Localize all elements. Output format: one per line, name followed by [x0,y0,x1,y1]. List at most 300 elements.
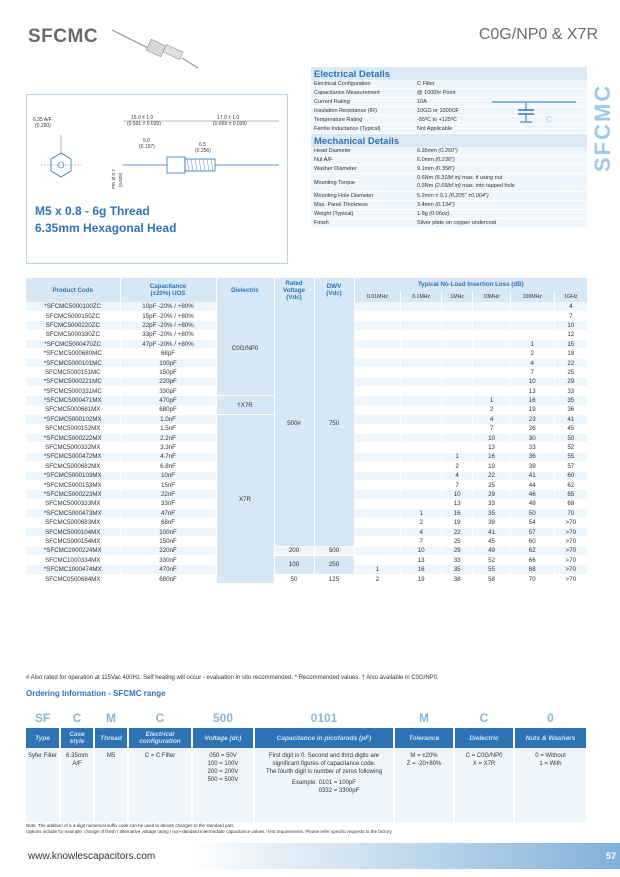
cell-insertion-loss: 25 [473,480,511,489]
cell-product-code: *SFCMC5000470ZC [26,340,120,349]
symbol-label: C [546,115,552,124]
cell-insertion-loss: 4 [473,415,511,424]
cell-insertion-loss [441,368,472,377]
detail-row [311,201,587,210]
cell-insertion-loss [441,443,472,452]
cell-insertion-loss [401,330,442,339]
cell-insertion-loss [354,499,401,508]
cell-product-code: SFCMC5000151MC [26,368,120,377]
dim-af-label: 6.35 A/F [33,117,52,123]
dim3-label: 5.0 [143,138,150,144]
header-frequency: 10MHz [473,291,511,302]
cell-insertion-loss: 39 [473,518,511,527]
cell-insertion-loss: 29 [441,546,472,555]
order-heading: Tolerance [394,728,454,748]
cell-insertion-loss: 54 [510,518,554,527]
cell-insertion-loss [354,527,401,536]
cell-insertion-loss: 35 [441,565,472,574]
order-code: 500 [192,708,254,728]
cell-insertion-loss [354,480,401,489]
cell-capacitance: 47pF -20% / +80% [120,340,216,349]
cell-insertion-loss: 58 [473,574,511,583]
order-thread: M5 [94,748,128,822]
cell-product-code: *SFCMC5000471MX [26,396,120,405]
cell-insertion-loss [401,377,442,386]
cell-insertion-loss: 2 [510,349,554,358]
ordering-table [26,708,588,822]
cell-insertion-loss [354,405,401,414]
cell-insertion-loss [401,396,442,405]
cell-capacitance: 15nF [120,480,216,489]
detail-key: Nut A/F [314,157,333,163]
cell-product-code: SFCMC5000681MX [26,405,120,414]
cell-insertion-loss [354,377,401,386]
cell-insertion-loss: 7 [510,368,554,377]
detail-row [311,192,587,201]
cell-insertion-loss: 62 [554,480,587,489]
table-row [26,302,588,311]
cell-insertion-loss: >70 [554,556,587,565]
cell-product-code: *SFCMC5000100ZC [26,302,120,311]
cell-insertion-loss [354,471,401,480]
detail-key: Finish [314,220,329,226]
cell-insertion-loss: 65 [554,490,587,499]
cell-capacitance: 680nF [120,574,216,583]
cell-insertion-loss: 70 [554,509,587,518]
cell-capacitance: 100nF [120,527,216,536]
cell-capacitance: 330pF [120,387,216,396]
cell-insertion-loss [401,443,442,452]
cell-insertion-loss: 70 [510,574,554,583]
cell-insertion-loss: 12 [554,330,587,339]
cell-insertion-loss [473,377,511,386]
cell-product-code: *SFCMC5000331MC [26,387,120,396]
cell-insertion-loss [441,415,472,424]
note-line-2: Options include for example: change of finish / alternative voltage rating / non-standard intermediate capacitance values / test requirements. Please refer specific requests to the factory. [26,829,393,834]
detail-value: 6.0mm (0.236") [417,157,455,163]
cell-insertion-loss [401,471,442,480]
dim-af-inch: (0.250) [35,123,51,129]
cell-insertion-loss: >70 [554,527,587,536]
cell-dwv: 500 [314,546,354,555]
cell-insertion-loss [354,443,401,452]
cell-insertion-loss: 57 [510,527,554,536]
order-capacitance: First digit is 0. Second and third digits are significant figures of capacitance code. The fourth digit is number of zeros following Example: 0101 = 100pF 0332 = 3300pF [254,748,394,822]
cell-insertion-loss: 10 [401,546,442,555]
header-dielectric: Dielectric [216,278,274,302]
cell-insertion-loss [401,387,442,396]
cell-insertion-loss [473,358,511,367]
cell-product-code: SFCMC5000220ZC [26,321,120,330]
order-code: M [394,708,454,728]
cell-insertion-loss: 22 [473,471,511,480]
cell-insertion-loss [401,490,442,499]
cell-insertion-loss: 13 [441,499,472,508]
cell-capacitance: 22nF [120,490,216,499]
cell-insertion-loss: 16 [510,396,554,405]
cell-insertion-loss [354,349,401,358]
cell-insertion-loss: 2 [354,574,401,583]
order-dielectric: C = C0G/NP0 X = X7R [454,748,514,822]
order-heading: Capacitance in picofarads (pF) [254,728,394,748]
cell-capacitance: 1.0nF [120,415,216,424]
cell-insertion-loss [441,302,472,311]
detail-key: Head Diameter [314,148,351,154]
cell-dielectric: †X7R [216,396,274,415]
dim4-inch: (0.256) [195,148,211,154]
detail-value: @ 1000hr Point [417,90,456,96]
cell-rated-voltage: 500# [274,302,314,546]
cell-insertion-loss: 39 [510,462,554,471]
cell-insertion-loss: 55 [554,452,587,461]
cell-insertion-loss [441,396,472,405]
detail-value: 1.8g (0.06oz) [417,211,450,217]
cell-insertion-loss [354,518,401,527]
cell-insertion-loss [354,415,401,424]
cell-insertion-loss: 50 [510,509,554,518]
order-code: C [454,708,514,728]
cell-insertion-loss: 44 [510,480,554,489]
cell-rated-voltage: 50 [274,574,314,583]
detail-value: 6.35mm (0.250") [417,148,458,154]
cell-insertion-loss [473,330,511,339]
cell-insertion-loss [441,405,472,414]
cell-rated-voltage: 200 [274,546,314,555]
cell-insertion-loss: 19 [441,518,472,527]
cell-insertion-loss: 2 [473,405,511,414]
cell-product-code: *SFCMC5000153MX [26,480,120,489]
header-product-code: Product Code [26,278,120,302]
cell-insertion-loss: 10 [554,321,587,330]
order-tolerance: M = ±20% Z = -20+80% [394,748,454,822]
dim1-inch: (0.591 ± 0.039) [127,121,161,127]
cell-insertion-loss: 10 [510,377,554,386]
cell-product-code: SFCMC5000333MX [26,499,120,508]
order-nuts: 0 = Without 1 = With [514,748,587,822]
order-code: C [128,708,192,728]
header-frequency: 0.01MHz [354,291,401,302]
cell-insertion-loss [401,405,442,414]
cell-product-code: *SFCMC5000103MX [26,471,120,480]
detail-key: Temperature Rating [314,117,363,123]
cell-insertion-loss: 68 [554,499,587,508]
cell-insertion-loss: >70 [554,574,587,583]
cell-product-code: SFCMC5000152MX [26,424,120,433]
cell-product-code: SFCMC5000682MX [26,462,120,471]
detail-value: 10A [417,99,427,105]
cell-insertion-loss: 18 [554,349,587,358]
cell-insertion-loss: 2 [401,518,442,527]
cell-insertion-loss [441,387,472,396]
product-table [26,278,588,584]
order-code: 0 [514,708,587,728]
cell-capacitance: 150pF [120,368,216,377]
cell-insertion-loss: 33 [441,556,472,565]
cell-insertion-loss [441,311,472,320]
cell-insertion-loss: 4 [510,358,554,367]
cell-insertion-loss: 38 [441,574,472,583]
cell-product-code: *SFCMC5000101MC [26,358,120,367]
cell-insertion-loss [354,556,401,565]
detail-key: Current Rating [314,99,350,105]
cell-capacitance: 1.5nF [120,424,216,433]
cell-product-code: *SFCMC5000222MX [26,433,120,442]
order-code: C [60,708,94,728]
cell-insertion-loss [354,537,401,546]
cell-insertion-loss: 25 [441,537,472,546]
cell-product-code: SFCMC5000683MX [26,518,120,527]
cell-capacitance: 100pF [120,358,216,367]
cell-insertion-loss [401,452,442,461]
cell-insertion-loss [401,433,442,442]
header-frequency: 100MHz [510,291,554,302]
cell-capacitance: 68nF [120,518,216,527]
cell-insertion-loss: 46 [510,490,554,499]
cell-insertion-loss: 33 [554,387,587,396]
cell-capacitance: 330nF [120,556,216,565]
order-heading: Thread [94,728,128,748]
cell-insertion-loss: 1 [473,396,511,405]
cell-insertion-loss: 1 [510,340,554,349]
cell-insertion-loss [510,330,554,339]
cell-insertion-loss: 7 [401,537,442,546]
cell-insertion-loss: >70 [554,537,587,546]
cell-insertion-loss: 25 [554,368,587,377]
dimension-drawing [26,94,288,264]
cell-insertion-loss [354,396,401,405]
cell-insertion-loss [401,368,442,377]
dim2-label: 17.0 ± 1.0 [217,115,240,121]
cell-insertion-loss [354,509,401,518]
cell-insertion-loss [473,311,511,320]
cell-insertion-loss: 36 [510,452,554,461]
header-insertion-loss: Typical No-Load Insertion Loss (dB) [354,278,588,291]
cell-insertion-loss [441,424,472,433]
cell-insertion-loss [473,302,511,311]
side-tab-label: SFCMC [590,83,615,172]
cell-capacitance: 15pF -20% / +80% [120,311,216,320]
dim3-inch: (0.197) [139,144,155,150]
cell-product-code: SFCMC5000104MX [26,527,120,536]
cell-insertion-loss: 22 [441,527,472,536]
detail-value: 3.4mm (0.134") [417,202,455,208]
footer-url[interactable]: www.knowlescapacitors.com [28,851,156,862]
cell-insertion-loss: 13 [510,387,554,396]
cell-insertion-loss [401,302,442,311]
cell-insertion-loss [354,358,401,367]
cell-insertion-loss [354,340,401,349]
cell-capacitance: 10nF [120,471,216,480]
cell-insertion-loss [441,358,472,367]
dim4-label: 6.5 [199,142,206,148]
table-row [26,546,588,555]
cell-insertion-loss [473,340,511,349]
side-tab [586,64,616,174]
order-case: 6.35mm A/F [60,748,94,822]
cell-capacitance: 33nF [120,499,216,508]
cell-dwv: 750 [314,302,354,546]
cell-capacitance: 470pF [120,396,216,405]
cell-insertion-loss: 52 [473,556,511,565]
cell-insertion-loss: 10 [441,490,472,499]
detail-key: Mounting Torque [314,180,355,186]
cell-capacitance: 4.7nF [120,452,216,461]
cell-insertion-loss: 1 [401,509,442,518]
cell-product-code: SFCMC5000330ZC [26,330,120,339]
page-footer [0,843,620,869]
cell-capacitance: 10pF -20% / +80% [120,302,216,311]
cell-capacitance: 47nF [120,509,216,518]
cell-capacitance: 680pF [120,405,216,414]
cell-insertion-loss [401,358,442,367]
cell-insertion-loss: 60 [554,471,587,480]
cell-capacitance: 6.8nF [120,462,216,471]
cell-insertion-loss: 57 [554,462,587,471]
cell-insertion-loss [354,462,401,471]
detail-key: Ferrite Inductance (Typical) [314,126,381,132]
order-heading: Case style [60,728,94,748]
cell-insertion-loss [354,302,401,311]
cell-insertion-loss: 7 [441,480,472,489]
cell-insertion-loss [473,368,511,377]
table-row [26,556,588,565]
cell-insertion-loss [441,330,472,339]
cell-insertion-loss [354,424,401,433]
cell-insertion-loss: 16 [473,452,511,461]
detail-row [311,147,587,156]
pin-inch: (0.028) [118,172,123,187]
cell-insertion-loss: 16 [441,509,472,518]
cell-insertion-loss: 13 [401,556,442,565]
electrical-details-title: Electrical Details [311,67,587,80]
cell-insertion-loss: 35 [473,509,511,518]
cell-insertion-loss: 19 [510,405,554,414]
cell-capacitance: 22pF -20% / +80% [120,321,216,330]
cell-insertion-loss: >70 [554,518,587,527]
detail-key: Washer Diameter [314,166,357,172]
cell-insertion-loss: 41 [510,471,554,480]
dim1-label: 15.0 ± 1.0 [131,115,154,121]
cell-product-code: SFCMC5000332MX [26,443,120,452]
cell-capacitance: 68pF [120,349,216,358]
cell-insertion-loss: 4 [401,527,442,536]
cell-insertion-loss: 2 [441,462,472,471]
detail-value: Silver plate on copper undercoat [417,220,497,226]
detail-value: C Filter [417,81,435,87]
cell-insertion-loss: >70 [554,546,587,555]
cell-capacitance: 150nF [120,537,216,546]
cell-insertion-loss: 48 [510,499,554,508]
cell-insertion-loss [401,415,442,424]
header-rated-voltage: Rated Voltage (Vdc) [274,278,314,302]
cell-insertion-loss: 33 [473,499,511,508]
cell-insertion-loss: 4 [554,302,587,311]
cell-product-code: SFCMC0500684MX [26,574,120,583]
cell-insertion-loss: 50 [554,433,587,442]
cell-insertion-loss [354,330,401,339]
cell-insertion-loss: 7 [554,311,587,320]
cell-product-code: *SFCMC5000472MX [26,452,120,461]
cell-insertion-loss: 23 [510,415,554,424]
table-footnote: # Also rated for operation at 115Vac 400Hz. Self heating will occur - evaluation in situ recommended. * Recommended values. † Also available in C0G/NP0. [26,675,439,681]
cell-capacitance: 33pF -20% / +80% [120,330,216,339]
cell-insertion-loss [441,349,472,358]
cell-insertion-loss [401,462,442,471]
cell-dwv: 125 [314,574,354,583]
cell-insertion-loss: 7 [473,424,511,433]
note-line-1: Note: The addition of a 4-digit numerical suffix code can be used to denote changes to the standard part. [26,823,234,828]
cell-insertion-loss: 16 [401,565,442,574]
header-capacitance: Capacitance (±20%) UOS [120,278,216,302]
cell-insertion-loss [354,387,401,396]
cell-insertion-loss: 52 [554,443,587,452]
header-dwv: DWV (Vdc) [314,278,354,302]
cell-insertion-loss: 41 [554,415,587,424]
cell-insertion-loss [510,321,554,330]
cell-insertion-loss [473,349,511,358]
cell-insertion-loss: 33 [510,443,554,452]
cell-insertion-loss: 41 [473,527,511,536]
detail-value: 10GΩ or 1000ΩF [417,108,460,114]
cell-insertion-loss [354,546,401,555]
cell-insertion-loss [354,433,401,442]
cell-insertion-loss: 13 [473,443,511,452]
cell-dwv: 250 [314,556,354,575]
order-elec: C = C Filter [128,748,192,822]
cell-insertion-loss: 30 [510,433,554,442]
detail-row [311,165,587,174]
cell-insertion-loss: 22 [554,358,587,367]
cell-capacitance: 2.2nF [120,433,216,442]
cell-capacitance: 3.3nF [120,443,216,452]
thread-line-1: M5 x 0.8 - 6g Thread [35,204,150,218]
detail-key: Insulation Resistance (IR) [314,108,377,114]
cell-product-code: SFCMC5000154MX [26,537,120,546]
cell-insertion-loss: 45 [473,537,511,546]
detail-row [311,210,587,219]
cell-insertion-loss [401,321,442,330]
cell-dielectric: C0G/NP0 [216,302,274,396]
detail-key: Mounting Hole Diameter [314,193,374,199]
cell-insertion-loss [401,349,442,358]
cell-product-code: SFCMC1000334MX [26,556,120,565]
mechanical-details-title: Mechanical Details [311,134,587,147]
cell-product-code: *SFCMC2000224MX [26,546,120,555]
cell-product-code: *SFCMC5000223MX [26,490,120,499]
cell-insertion-loss [473,321,511,330]
cell-product-code: *SFCMC5000221MC [26,377,120,386]
detail-value: -55ºC to +125ºC [417,117,457,123]
filter-product-icon [110,26,200,70]
cell-capacitance: 470nF [120,565,216,574]
cell-insertion-loss [441,377,472,386]
cell-product-code: *SFCMC5000102MX [26,415,120,424]
detail-value: 9.1mm (0.358") [417,166,455,172]
dim2-inch: (0.669 ± 0.039) [213,121,247,127]
cell-insertion-loss: 49 [473,546,511,555]
detail-row [311,219,587,228]
cell-insertion-loss: 15 [554,340,587,349]
detail-key: Capacitance Measurement [314,90,380,96]
header-frequency: 1MHz [441,291,472,302]
order-heading: Electrical configuration [128,728,192,748]
cell-insertion-loss: 35 [554,396,587,405]
order-voltage: 050 = 50V 100 = 100V 200 = 200V 500 = 500V [192,748,254,822]
pin-label: PIN Ø 0.7 [111,169,116,189]
cell-insertion-loss: 62 [510,546,554,555]
cell-insertion-loss [354,490,401,499]
header-frequency: 0.1MHz [401,291,442,302]
